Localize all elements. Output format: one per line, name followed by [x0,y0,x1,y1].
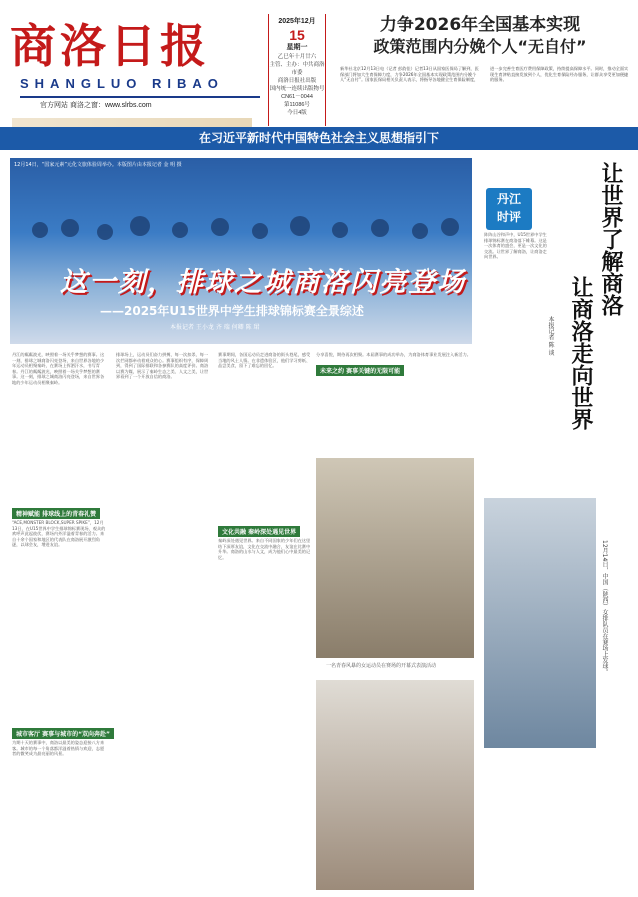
website-link[interactable]: 官方网站 商洛之窗：www.slrbs.com [40,102,152,109]
commentary-body: 阵阵山谷和声中，U15世界中学生排球锦标赛在商洛落下帷幕。这是一次体育的盛会，更是一次文化的交流。让世界了解商洛，让商洛走向世界。 [484,232,547,260]
commentary-author: 本报记者 陈 谈 [547,316,554,356]
opening-ceremony-photo [316,458,474,658]
article-column-3: 赛事期间，各国运动员走进商洛的街头巷尾，感受当地的风土人情。在非遗体验区，他们学习剪纸、品尝美食，留下了难忘的回忆。 [218,352,311,369]
feature-title[interactable]: 这一刻，排球之城商洛闪亮登场 [60,267,466,298]
date-lunar: 乙巳年十月廿六 [277,54,317,60]
section-head-2: 城市客厅 赛事与城市的“双向奔赴” [12,728,114,739]
section-head-3: 文化共融 秦岭深处遇见世界 [218,526,300,537]
date-day: 15 [289,27,305,43]
crowd-illustration [10,200,472,250]
commentary-logo-line1: 丹江 [496,192,521,206]
volleyball-photo [484,498,596,748]
page-count: 今日4版 [287,110,307,116]
lead-body: 新华社北京12月13日电（记者 彭韵佳）记者13日从国家医保局了解到，医保部门将加大生育保障力度，力争2026年全国基本实现政策范围内分娩个人“无自付”。国家医保局相关负责人表示，将指导各地健全生育保险制度，进一步完善生育医疗费用保障政策，持续提高保障水平。同时，推动全面实现生育津贴直接发放到个人，优化生育保险经办服务，让群众享受更加便捷的服务。 [340,66,629,82]
theme-banner: 在习近平新时代中国特色社会主义思想指引下 [0,127,638,150]
commentary-logo [486,188,532,230]
section-head-4: 未来之约 赛事关键的无限可能 [316,365,404,376]
feature-subtitle: ——2025年U15世界中学生排球锦标赛全景综述 [100,304,364,318]
cn-number: CN61－0044 [281,94,313,100]
masthead-title: 商洛日报 [10,19,210,73]
feature-byline: 本报记者 王小龙 齐 瑞 何卿 陈 珺 [170,324,260,331]
commentary-logo-line2: 时评 [496,210,521,224]
section-head-1: 精神赋能 排球线上的青春礼赞 [12,508,100,519]
cn-label: 国内统一连续出版物号 [269,86,325,92]
commentary-title-a[interactable]: 让世界了解商洛 [598,162,623,316]
dateline-box [268,14,326,126]
issue-number: 第11086号 [284,102,310,108]
masthead-pinyin: SHANGLUO RIBAO [20,76,224,91]
article-column-1c: 为期十天的赛事中，商洛以最美的姿态迎接八方来客。城市的每一个角落都洋溢着热情与欢迎，志愿者的微笑成为最亮丽的风景。 [12,740,105,757]
article-column-4: 分享喜悦，期待再次相聚。本届赛事的成功举办，为商洛体育事业发展注入新活力。 [316,352,471,357]
article-column-1b: “ACE,MONSTER BLOCK,SUPER SPIKE”，12月13日，在U15世界中学生排球锦标赛现场，观众的欢呼声此起彼伏，赛场内外洋溢着青春的活力。来自十余个国家和地区的代表队在商洛展开激烈角逐，以球会友，增进友谊。 [12,520,106,548]
photo-top-caption: 12月14日，“国家元素”元化文旅体验周举办。本版图片由本报记者 金 明 摄 [14,162,182,168]
masthead-divider [20,96,260,98]
article-column-2: 排球场上，运动员们奋力拼搏，每一次扣杀、每一次拦网都牵动着观众的心。赛事组织有序，保障周到，得到了国际排联和各参赛队的高度评价。商洛以赛为媒，展示了秦岭生态之美、人文之美，让世界看到了一个开放自信的商洛。 [116,352,209,380]
publisher-name: 商洛日报社出版 [277,78,317,84]
article-column-1: 丹江的粼粼波光，映照着一场关乎梦想的赛事。这一刻，排球之城商洛闪亮登场，来自世界各地的少年运动员相聚秦岭，在赛场上挥洒汗水，书写青春。丹江的粼粼波光，映照着一场关乎梦想的赛事。这一刻，排球之城商洛闪亮登场，来自世界各地的少年运动员相聚秦岭。 [12,352,105,385]
lead-headline-line2: 政策范围内分娩个人“无自付” [373,37,587,56]
side-caption: 12月14日，中国（陕西）女排队员在赛场上发球。 [601,540,608,676]
article-column-3b: 秦岭深处遇见世界。来自不同国家的少年们在这里结下深厚友谊，文化在交流中融合，友谊在比赛中升华。商洛的山水与人文，成为他们心中最美的记忆。 [218,538,311,560]
date-weekday: 星期一 [286,44,308,51]
date-year-month: 2025年12月 [278,18,316,25]
lead-headline-line1: 力争2026年全国基本实现 [379,15,581,35]
commentary-title-b[interactable]: 让商洛走向世界 [568,276,593,430]
closing-ceremony-photo [316,680,474,890]
photo2-caption: 一名青春风暴的女运动员在赛场的开幕式表演活动 [326,663,437,669]
lead-headline[interactable] [332,14,628,58]
publisher-org: 主管、主办：中共商洛市委 [269,62,325,76]
